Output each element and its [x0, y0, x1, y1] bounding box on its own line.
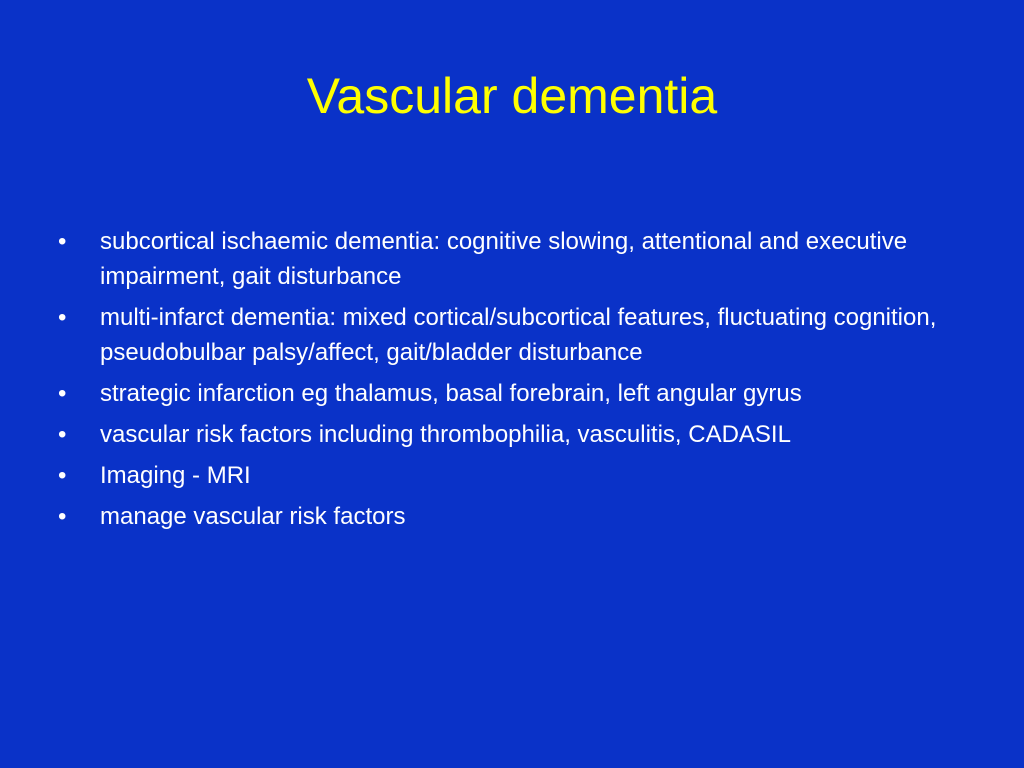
bullet-item-imaging [58, 458, 978, 493]
bullet-text: vascular risk factors including thrombophilia, vasculitis, CADASIL [100, 421, 791, 448]
bullet-text: manage vascular risk factors [100, 503, 406, 530]
bullet-text: Imaging - MRI [100, 462, 251, 489]
bullet-text: subcortical ischaemic dementia: cognitive slowing, attentional and executive impairment, gait disturbance [100, 228, 908, 290]
bullet-item-multi-infarct [58, 300, 978, 370]
bullet-item-strategic-infarction [58, 376, 978, 411]
bullet-list [58, 224, 978, 540]
bullet-icon: • [58, 421, 67, 448]
bullet-icon: • [58, 503, 67, 530]
bullet-icon: • [58, 380, 67, 407]
bullet-item-subcortical [58, 224, 978, 294]
slide-title: Vascular dementia [306, 68, 718, 124]
bullet-icon: • [58, 304, 67, 331]
bullet-text: multi-infarct dementia: mixed cortical/subcortical features, fluctuating cognition, pseudobulbar palsy/affect, gait/bladder disturbance [100, 304, 937, 366]
bullet-icon: • [58, 228, 67, 255]
bullet-item-risk-factors [58, 417, 978, 452]
bullet-icon: • [58, 462, 67, 489]
bullet-item-manage-risk [58, 499, 978, 534]
bullet-text: strategic infarction eg thalamus, basal forebrain, left angular gyrus [100, 380, 802, 407]
